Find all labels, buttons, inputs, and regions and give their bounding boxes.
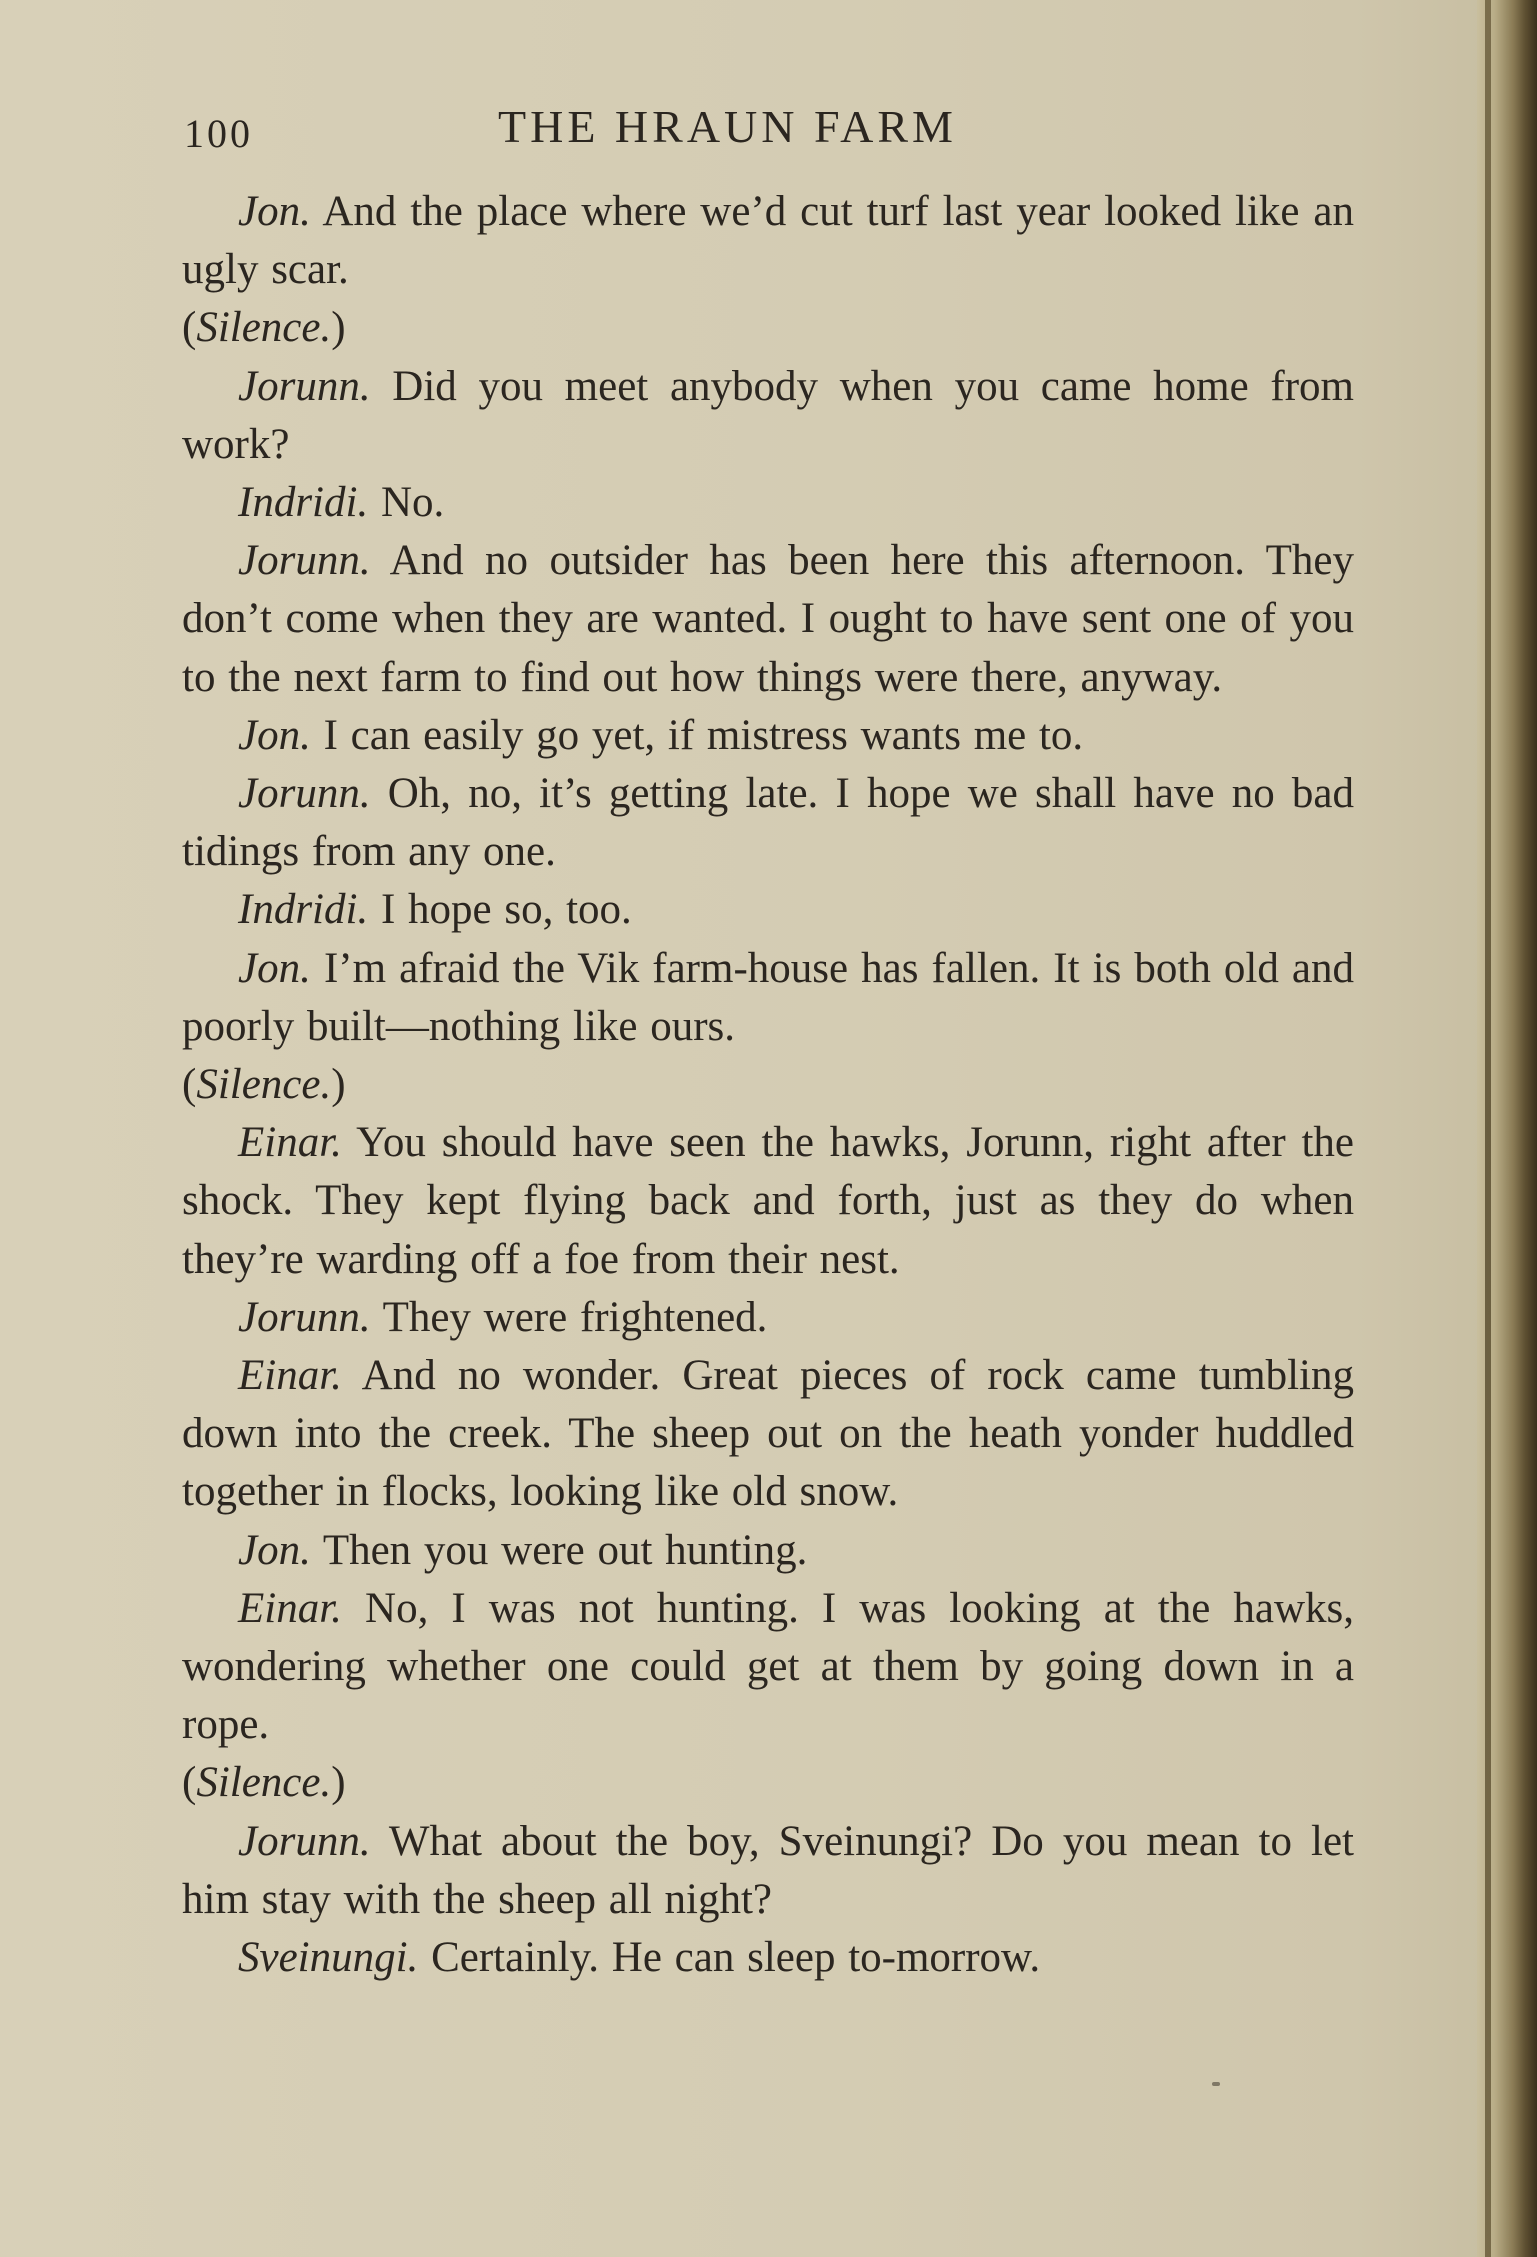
speech-text: What about the boy, Sveinungi? Do you mean to let him stay with the sheep all night? bbox=[182, 1817, 1354, 1923]
speaker-name: Jon. bbox=[238, 944, 311, 992]
stage-direction: (Silence.) bbox=[182, 1759, 346, 1807]
ink-speck bbox=[1212, 2082, 1220, 2086]
speech-text: Then you were out hunting. bbox=[322, 1526, 808, 1574]
speaker-name: Jon. bbox=[238, 1526, 311, 1574]
speech-line bbox=[182, 183, 1354, 299]
speaker-name: Einar. bbox=[238, 1584, 342, 1632]
running-title: THE HRAUN FARM bbox=[498, 101, 957, 152]
speech-text: I hope so, too. bbox=[380, 886, 632, 934]
speech-line bbox=[182, 1929, 1354, 1987]
speech-text: Did you meet anybody when you came home from work? bbox=[182, 362, 1355, 468]
stage-direction-text: Silence. bbox=[196, 1061, 332, 1109]
speech-text: No. bbox=[380, 479, 445, 527]
speech-line bbox=[182, 1347, 1354, 1522]
speaker-name: Jorunn. bbox=[238, 770, 371, 818]
speech-text: And no wonder. Great pieces of rock came tumbling down into the creek. The sheep out on the heath yonder huddled together in flocks, looking like old snow. bbox=[182, 1352, 1354, 1516]
stage-direction-text: Silence. bbox=[196, 304, 332, 352]
page-body bbox=[182, 183, 1354, 1987]
speech-text: Certainly. He can sleep to-morrow. bbox=[431, 1934, 1041, 1982]
page-number: 100 bbox=[184, 111, 253, 156]
speech-text: You should have seen the hawks, Jorunn, right after the shock. They kept flying back and forth, just as they do when they’re warding off a foe from their nest. bbox=[182, 1119, 1355, 1283]
speech-text: Oh, no, it’s getting late. I hope we shall have no bad tidings from any one. bbox=[182, 770, 1354, 876]
speech-text: I can easily go yet, if mistress wants me to. bbox=[323, 711, 1084, 759]
speech-line bbox=[182, 532, 1354, 707]
speech-line bbox=[182, 707, 1354, 765]
speech-line bbox=[182, 940, 1354, 1056]
stage-direction-text: Silence. bbox=[196, 1759, 332, 1807]
speech-text: And no outsider has been here this afternoon. They don’t come when they are wanted. I ought to have sent one of you to the next farm to find out how things were there, anyway. bbox=[182, 537, 1354, 701]
speech-line bbox=[182, 474, 1354, 532]
speaker-name: Sveinungi. bbox=[238, 1934, 419, 1982]
speaker-name: Jorunn. bbox=[238, 362, 371, 410]
speaker-name: Jorunn. bbox=[238, 1293, 371, 1341]
speaker-name: Jon. bbox=[238, 188, 311, 235]
speech-line bbox=[182, 358, 1354, 474]
book-spine-edge bbox=[1485, 0, 1491, 2257]
speech-line bbox=[182, 765, 1354, 881]
speech-line bbox=[182, 1522, 1354, 1580]
speech-text: They were frightened. bbox=[382, 1293, 768, 1341]
speaker-name: Indridi. bbox=[238, 479, 369, 527]
stage-direction: (Silence.) bbox=[182, 304, 346, 352]
speech-text: I’m afraid the Vik farm-house has fallen. It is both old and poorly built—nothing like ours. bbox=[182, 944, 1355, 1050]
speech-line bbox=[182, 881, 1354, 939]
speaker-name: Einar. bbox=[238, 1119, 342, 1167]
speaker-name: Jorunn. bbox=[238, 537, 371, 585]
speech-line bbox=[182, 1813, 1354, 1929]
stage-direction: (Silence.) bbox=[182, 1061, 346, 1109]
page-header bbox=[0, 100, 1537, 170]
speaker-name: Jorunn. bbox=[238, 1817, 371, 1865]
speaker-name: Indridi. bbox=[238, 886, 369, 934]
speech-line bbox=[182, 1580, 1354, 1755]
speech-line bbox=[182, 1289, 1354, 1347]
speech-line bbox=[182, 1114, 1354, 1289]
speech-text: And the place where we’d cut turf last year looked like an ugly scar. bbox=[182, 188, 1354, 294]
speech-text: No, I was not hunting. I was looking at the hawks, wondering whether one could get at them by going down in a rope. bbox=[182, 1584, 1355, 1749]
speaker-name: Jon. bbox=[238, 711, 311, 759]
speaker-name: Einar. bbox=[238, 1352, 342, 1400]
